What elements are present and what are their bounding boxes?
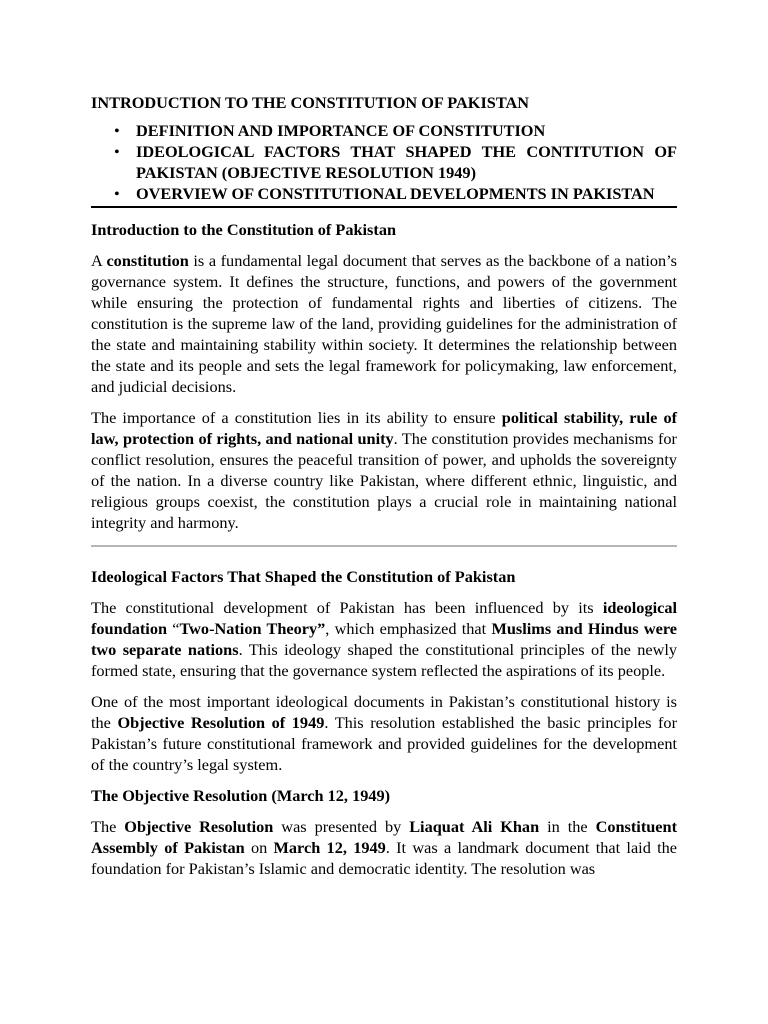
bullet-icon: • bbox=[114, 184, 120, 203]
section-heading-introduction: Introduction to the Constitution of Pakistan bbox=[91, 220, 397, 239]
bullet-icon: • bbox=[114, 142, 120, 161]
paragraph-objective-resolution: The Objective Resolution was presented by Liaquat Ali Khan in the Constituent Assembly of Pakistan on March 12, 1949. It was a landmark document that laid the foundation for Pakistan’s Islamic and democratic identity. The resolution was bbox=[91, 817, 678, 878]
document-title: INTRODUCTION TO THE CONSTITUTION OF PAKISTAN bbox=[91, 93, 530, 112]
section-heading-ideological-factors: Ideological Factors That Shaped the Constitution of Pakistan bbox=[91, 567, 516, 586]
paragraph-objective-resolution-intro: One of the most important ideological documents in Pakistan’s constitutional history is the Objective Resolution of 1949. This resolution established the basic principles for Pakistan’s future constitutional framework and provided guidelines for the development of the country’s legal system. bbox=[91, 692, 677, 774]
list-item bbox=[114, 141, 677, 183]
list-item bbox=[114, 183, 677, 204]
topic-label: DEFINITION AND IMPORTANCE OF CONSTITUTION bbox=[136, 121, 546, 140]
paragraph-importance: The importance of a constitution lies in its ability to ensure political stability, rule of law, protection of rights, and national unity. The constitution provides mechanisms for conflict resolution, ensures the peaceful transition of power, and upholds the sovereignty of the nation. In a diverse country like Pakistan, where different ethnic, linguistic, and religious groups coexist, the constitution plays a crucial role in maintaining national integrity and harmony. bbox=[91, 408, 678, 532]
bullet-icon: • bbox=[114, 121, 120, 140]
topic-label: OVERVIEW OF CONSTITUTIONAL DEVELOPMENTS IN PAKISTAN bbox=[136, 184, 655, 203]
section-divider bbox=[91, 545, 677, 547]
topic-list bbox=[91, 120, 677, 204]
paragraph-ideological-foundation: The constitutional development of Pakistan has been influenced by its ideological foundation “Two-Nation Theory”, which emphasized that Muslims and Hindus were two separate nations. This ideology shaped the constitutional principles of the newly formed state, ensuring that the governance system reflected the aspirations of its people. bbox=[91, 598, 678, 680]
topic-label: IDEOLOGICAL FACTORS THAT SHAPED THE CONTITUTION OF PAKISTAN (OBJECTIVE RESOLUTION 1949) bbox=[136, 142, 677, 182]
list-item bbox=[114, 120, 677, 141]
paragraph-definition: A constitution is a fundamental legal document that serves as the backbone of a nation’s governance system. It defines the structure, functions, and powers of the government while ensuring the protection of fundamental rights and liberties of citizens. The constitution is the supreme law of the land, providing guidelines for the administration of the state and maintaining stability within society. It determines the relationship between the state and its people and sets the legal framework for policymaking, law enforcement, and judicial decisions. bbox=[91, 251, 677, 396]
section-heading-objective-resolution: The Objective Resolution (March 12, 1949) bbox=[91, 786, 391, 805]
divider bbox=[91, 206, 677, 208]
